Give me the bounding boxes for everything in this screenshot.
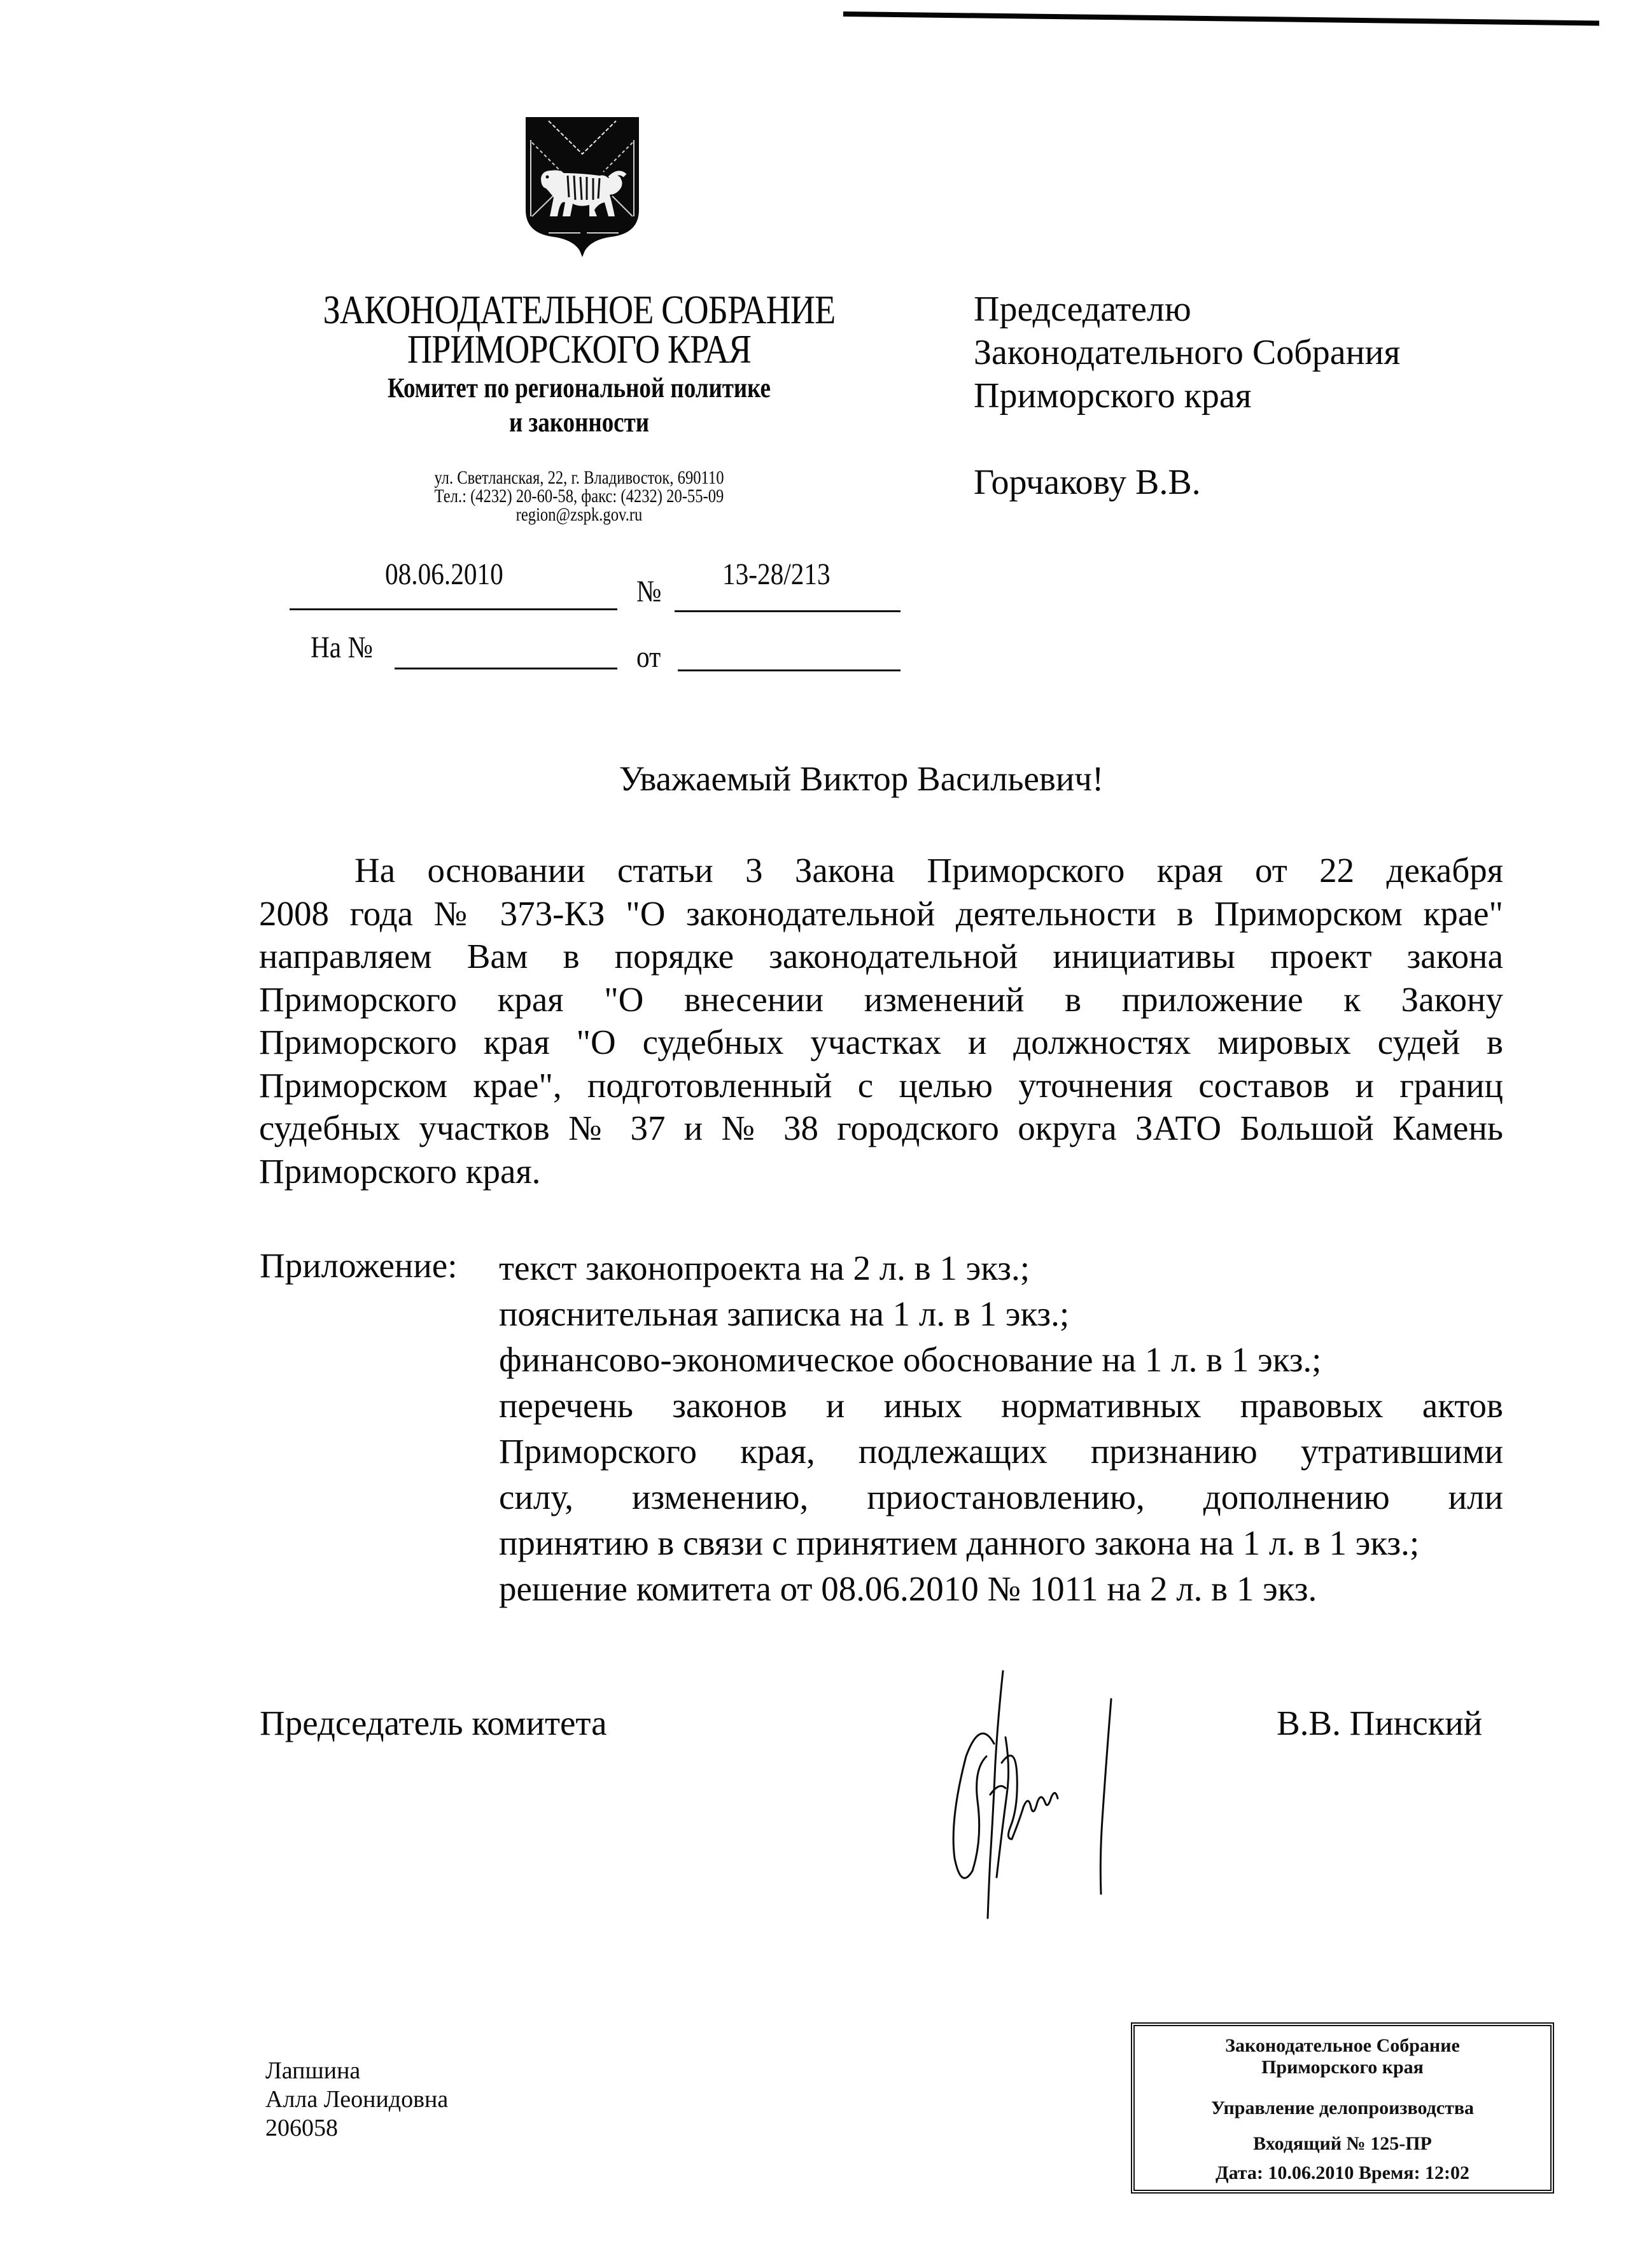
org-address: ул. Светланская, 22, г. Владивосток, 690110 xyxy=(434,467,724,488)
number-label: № xyxy=(636,575,662,608)
executor-phone: 206058 xyxy=(265,2115,338,2141)
stamp-date-time: Дата: 10.06.2010 Время: 12:02 xyxy=(1215,2162,1470,2183)
stamp-line1: Законодательное Собрание xyxy=(1225,2035,1460,2056)
scan-artifact-line xyxy=(843,11,1599,26)
addressee-name: Горчакову В.В. xyxy=(974,463,1201,502)
executor-block xyxy=(265,2057,448,2143)
letter-body xyxy=(259,849,1503,1193)
executor-surname: Лапшина xyxy=(265,2057,361,2084)
appendix-item: принятию в связи с принятием данного закона на 1 л. в 1 экз.; xyxy=(499,1523,1420,1562)
coat-of-arms-icon xyxy=(523,115,641,257)
body-line: Приморского края "О внесении изменений в приложение к Закону xyxy=(259,979,1503,1019)
salutation-text: Уважаемый Виктор Васильевич! xyxy=(619,759,1104,798)
reply-to-field xyxy=(395,668,617,669)
executor-name: Алла Леонидовна xyxy=(265,2086,449,2113)
org-phone-fax: Тел.: (4232) 20-60-58, факс: (4232) 20-55-09 xyxy=(434,486,724,507)
appendix-label: Приложение: xyxy=(260,1246,458,1285)
org-email[interactable] xyxy=(318,505,840,524)
appendix-item: силу, изменению, приостановлению, дополнению или xyxy=(499,1478,1503,1516)
salutation xyxy=(0,759,1640,799)
date-underline xyxy=(290,608,617,610)
stamp-line3: Управление делопроизводства xyxy=(1210,2097,1475,2118)
body-line: Приморском крае", подготовленный с целью уточнения составов и границ xyxy=(259,1065,1503,1105)
committee-name-line2: и законности xyxy=(508,407,650,438)
number-underline xyxy=(675,610,901,612)
org-name-line1: ЗАКОНОДАТЕЛЬНОЕ СОБРАНИЕ xyxy=(323,288,836,332)
body-line: 2008 года № 373-КЗ "О законодательной деятельности в Приморском крае" xyxy=(259,893,1503,933)
signature-icon xyxy=(936,1667,1126,1922)
appendix-item: решение комитета от 08.06.2010 № 1011 на 2 л. в 1 экз. xyxy=(499,1569,1317,1608)
signer-name: В.В. Пинский xyxy=(1277,1704,1483,1742)
body-line: судебных участков № 37 и № 38 городского округа ЗАТО Большой Камень xyxy=(259,1109,1503,1147)
body-line: направляем Вам в порядке законодательной инициативы проект закона xyxy=(259,937,1503,976)
signer-title: Председатель комитета xyxy=(260,1704,607,1742)
from-label: от xyxy=(636,640,661,674)
appendix-item: текст законопроекта на 2 л. в 1 экз.; xyxy=(499,1249,1030,1287)
org-email-link[interactable]: region@zspk.gov.ru xyxy=(515,504,643,525)
body-line: Приморского края. xyxy=(259,1151,541,1191)
stamp-incoming-number: Входящий № 125-ПР xyxy=(1253,2133,1432,2154)
body-line: Приморского края "О судебных участках и должностях мировых судей в xyxy=(259,1023,1503,1061)
addressee-line2: Законодательного Собрания xyxy=(974,333,1401,372)
incoming-registration-stamp xyxy=(1131,2022,1554,2194)
appendix-item: пояснительная записка на 1 л. в 1 экз.; xyxy=(499,1294,1070,1333)
reply-to-label: На № xyxy=(311,631,373,664)
body-line: На основании статьи 3 Закона Приморского края от 22 декабря xyxy=(354,851,1503,890)
outgoing-date: 08.06.2010 xyxy=(385,557,503,591)
addressee-line1: Председателю xyxy=(974,290,1191,329)
appendix-list xyxy=(499,1245,1503,1612)
appendix-item: финансово-экономическое обоснование на 1 л. в 1 экз.; xyxy=(499,1340,1322,1379)
appendix-item: перечень законов и иных нормативных правовых актов xyxy=(499,1386,1503,1425)
outgoing-number: 13-28/213 xyxy=(722,557,831,591)
addressee-line3: Приморского края xyxy=(974,376,1252,416)
addressee-block xyxy=(974,288,1400,504)
appendix-item: Приморского края, подлежащих признанию утратившими xyxy=(499,1432,1503,1471)
stamp-org xyxy=(1135,2035,1550,2078)
committee-name-line1: Комитет по региональной политике xyxy=(388,372,771,403)
stamp-line2: Приморского края xyxy=(1261,2057,1424,2078)
org-name-line2: ПРИМОРСКОГО КРАЯ xyxy=(407,327,752,372)
from-date-field xyxy=(678,669,901,671)
